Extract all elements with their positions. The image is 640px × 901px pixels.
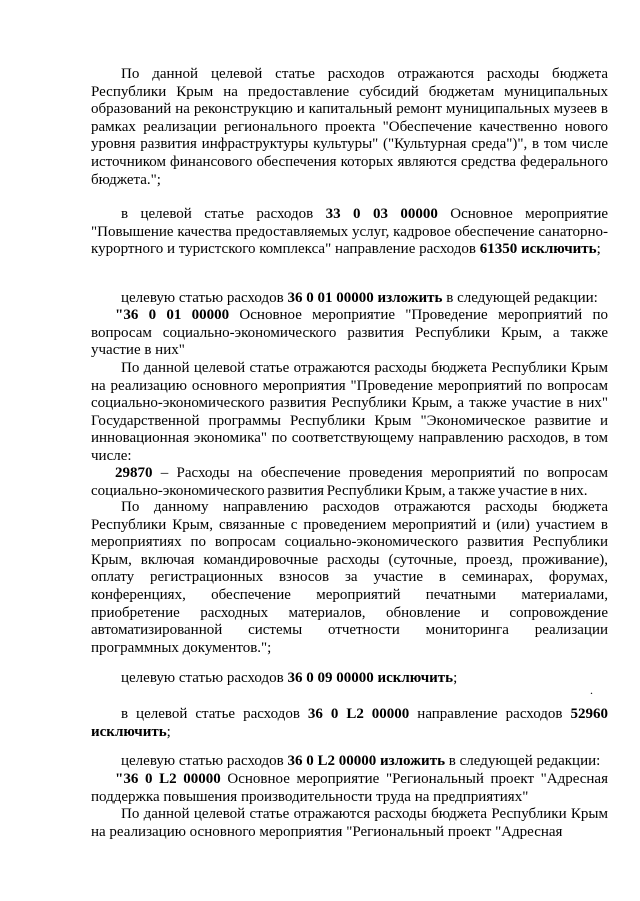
action-word: исключить — [91, 723, 167, 740]
text: Основное мероприятие "Проведение мероприятий по вопросам социально-экономического развития Республики Крым, а также участие в них" — [91, 307, 608, 359]
target-code: 36 0 L2 00000 — [287, 753, 377, 769]
text: в целевой статье расходов — [121, 706, 308, 722]
target-code: 36 0 09 00000 — [287, 670, 374, 686]
direction-code: 52960 — [570, 706, 608, 722]
action-word: изложить — [377, 290, 443, 306]
direction-code: 61350 — [479, 241, 518, 258]
paragraph-restate-36-0-L2 — [91, 753, 608, 771]
text: ; — [596, 241, 601, 258]
paragraph-main-event-36-0-01 — [91, 307, 608, 360]
text: направление расходов — [409, 706, 571, 722]
paragraph-direction-description: По данному направлению расходов отражаются расходы бюджета Республики Крым, связанные с проведением мероприятий и (или) участием в мероприятиях по вопросам социально-экономического развития Республики Крым, включая командировочные расходы (суточные, проезд, проживание), оплату регистрационных взносов за участие в семинарах, форумах, конференциях, обеспечение мероприятий печатными материалами, приобретение расходных материалов, обновление и сопровождение автоматизированной системы отчетности мониторинга реализации программных документов."; — [91, 499, 608, 656]
quote-mark: " — [115, 771, 124, 787]
text: Основное мероприятие "Региональный проект "Адресная поддержка повышения производительности труда на предприятиях" — [91, 771, 608, 805]
target-code: 36 0 01 00000 — [287, 290, 374, 306]
quote-mark: " — [115, 307, 124, 323]
paragraph-main-event-36-0-L2 — [91, 771, 608, 806]
text: – Расходы на обеспечение проведения мероприятий по вопросам социально-экономического развития Республики Крым, а также участие в них. — [91, 465, 608, 499]
direction-code: 29870 — [115, 465, 153, 481]
paragraph-direction-29870 — [91, 465, 608, 500]
text: ; — [453, 670, 458, 686]
text: Основное мероприятие "Повышение качества предоставляемых услуг, кадровое обеспечение санаторно-курортного и туристского комплекса" направление расходов — [91, 206, 609, 258]
paragraph-exclude-61350 — [91, 206, 608, 259]
action-word: изложить — [379, 753, 446, 769]
text: целевую статью расходов — [121, 753, 288, 769]
paragraph-exclude-52960 — [91, 706, 608, 741]
text: целевую статью расходов — [121, 290, 288, 306]
text: целевую статью расходов — [121, 670, 288, 686]
target-code: 36 0 01 00000 — [123, 307, 230, 323]
target-code: 33 0 03 00000 — [325, 206, 438, 222]
paragraph-museum-subsidies: По данной целевой статье расходов отражаются расходы бюджета Республики Крым на предоставление субсидий бюджетам муниципальных образований на реконструкцию и капитальный ремонт муниципальных музеев в рамках реализации регионального проекта "Обеспечение качественно нового уровня развития инфраструктуры культуры" ("Культурная среда")", в том числе источником финансового обеспечения которых являются средства федерального бюджета."; — [91, 66, 608, 188]
paragraph-restate-36-0-01 — [91, 290, 608, 308]
action-word: исключить — [520, 241, 597, 258]
stray-dot: . — [590, 683, 593, 697]
text: в следующей редакции: — [442, 290, 598, 306]
paragraph-reflects-expenses-L2: По данной целевой статье отражаются расходы бюджета Республики Крым на реализацию основного мероприятия "Региональный проект "Адресная — [91, 806, 608, 840]
action-word: исключить — [377, 670, 454, 686]
text: в целевой статье расходов — [121, 206, 326, 222]
target-code: 36 0 L2 00000 — [307, 706, 410, 722]
target-code: 36 0 L2 00000 — [123, 771, 221, 787]
paragraph-reflects-expenses: По данной целевой статье отражаются расходы бюджета Республики Крым на реализацию основного мероприятия "Проведение мероприятий по вопросам социально-экономического развития Республики Крым, а также участие в них" Государственной программы Республики Крым "Экономическое развитие и инновационная экономика" по соответствующему направлению расходов, в том числе: — [91, 360, 608, 464]
paragraph-exclude-36-0-09 — [91, 670, 608, 688]
text: ; — [166, 723, 171, 740]
text: в следующей редакции: — [445, 753, 601, 769]
